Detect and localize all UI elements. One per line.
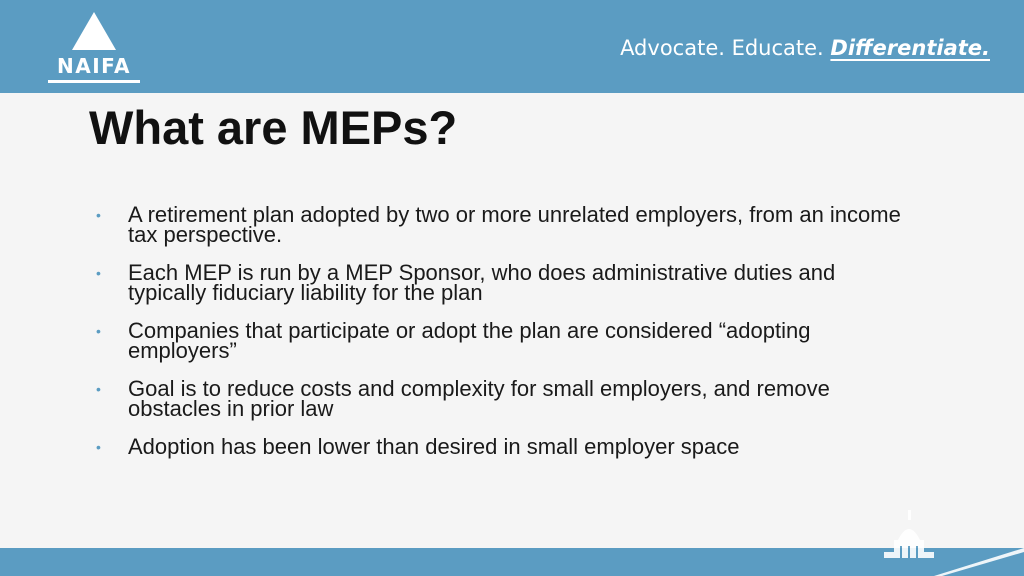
logo-text: NAIFA xyxy=(56,54,131,78)
bullet-item xyxy=(96,376,916,421)
bullet-item xyxy=(96,318,916,363)
bullet-dot-icon: • xyxy=(96,439,101,455)
bullet-dot-icon: • xyxy=(96,381,101,397)
bullet-dot-icon: • xyxy=(96,323,101,339)
header-bar xyxy=(0,0,1024,93)
bullet-text: Companies that participate or adopt the plan are considered “adopting employers” xyxy=(128,318,811,363)
bullet-text: A retirement plan adopted by two or more unrelated employers, from an income tax perspective. xyxy=(128,202,901,247)
tagline xyxy=(620,36,990,60)
slide-title: What are MEPs? xyxy=(89,101,458,154)
bullet-text: Adoption has been lower than desired in small employer space xyxy=(128,434,740,459)
bullet-item xyxy=(96,260,916,305)
bullet-dot-icon: • xyxy=(96,207,101,223)
tagline-plain: Advocate. Educate. xyxy=(620,36,831,60)
bullet-dot-icon: • xyxy=(96,265,101,281)
bullet-text: Goal is to reduce costs and complexity for small employers, and remove obstacles in prior law xyxy=(128,376,830,421)
bullet-text: Each MEP is run by a MEP Sponsor, who does administrative duties and typically fiduciary liability for the plan xyxy=(128,260,836,305)
bullet-item xyxy=(96,202,916,247)
capitol-silhouette-icon xyxy=(864,496,1024,576)
bullet-item xyxy=(96,434,916,459)
naifa-logo xyxy=(44,10,144,86)
bullet-list xyxy=(96,202,916,475)
tagline-emphasis: Differentiate. xyxy=(830,36,990,60)
